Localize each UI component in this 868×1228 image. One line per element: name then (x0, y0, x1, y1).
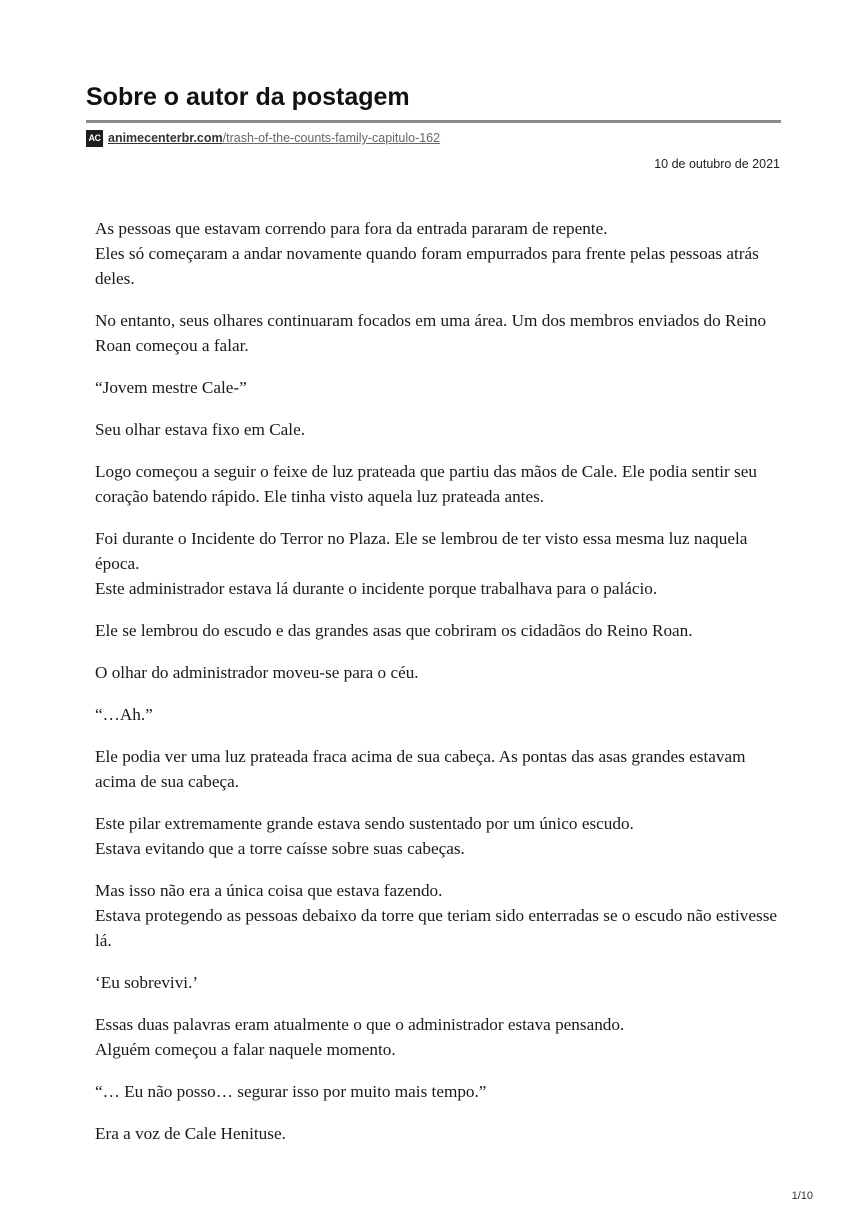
site-logo-icon: AC (86, 130, 103, 147)
paragraph-line: “…Ah.” (95, 705, 153, 724)
paragraph-line: Este administrador estava lá durante o incidente porque trabalhava para o palácio. (95, 579, 658, 598)
article-paragraph (95, 375, 785, 400)
source-domain-link[interactable]: animecenterbr.com (108, 131, 223, 145)
paragraph-line: No entanto, seus olhares continuaram focados em uma área. Um dos membros enviados do Reino Roan começou a falar. (95, 311, 767, 355)
article-paragraph (95, 1012, 785, 1062)
article-paragraph (95, 526, 785, 601)
paragraph-line: Foi durante o Incidente do Terror no Plaza. Ele se lembrou de ter visto essa mesma luz naquela época. (95, 529, 748, 573)
page-number: 1/10 (791, 1190, 813, 1202)
page-title: Sobre o autor da postagem (86, 83, 410, 111)
article-paragraph (95, 878, 785, 953)
article-paragraph (95, 308, 785, 358)
paragraph-line: Essas duas palavras eram atualmente o que o administrador estava pensando. (95, 1015, 625, 1034)
paragraph-line: O olhar do administrador moveu-se para o céu. (95, 663, 419, 682)
paragraph-line: “Jovem mestre Cale-” (95, 378, 247, 397)
paragraph-line: Alguém começou a falar naquele momento. (95, 1040, 396, 1059)
article-paragraph (95, 702, 785, 727)
paragraph-line: Logo começou a seguir o feixe de luz prateada que partiu das mãos de Cale. Ele podia sentir seu coração batendo rápido. Ele tinha visto aquela luz prateada antes. (95, 462, 757, 506)
paragraph-line: Estava evitando que a torre caísse sobre suas cabeças. (95, 839, 465, 858)
article-paragraph (95, 1079, 785, 1104)
source-path-link[interactable]: /trash-of-the-counts-family-capitulo-162 (222, 131, 441, 145)
article-paragraph (95, 618, 785, 643)
source-link[interactable] (86, 129, 440, 147)
article-paragraph (95, 417, 785, 442)
paragraph-line: Seu olhar estava fixo em Cale. (95, 420, 306, 439)
article-paragraph (95, 459, 785, 509)
article-paragraph (95, 970, 785, 995)
paragraph-line: Ele se lembrou do escudo e das grandes asas que cobriram os cidadãos do Reino Roan. (95, 621, 693, 640)
paragraph-line: “… Eu não posso… segurar isso por muito mais tempo.” (95, 1082, 487, 1101)
article-paragraph (95, 811, 785, 861)
post-date: 10 de outubro de 2021 (654, 157, 780, 171)
article-paragraph (95, 216, 785, 291)
paragraph-line: Estava protegendo as pessoas debaixo da torre que teriam sido enterradas se o escudo não estivesse lá. (95, 906, 778, 950)
paragraph-line: Eles só começaram a andar novamente quando foram empurrados para frente pelas pessoas atrás deles. (95, 244, 759, 288)
paragraph-line: Era a voz de Cale Henituse. (95, 1124, 286, 1143)
paragraph-line: Este pilar extremamente grande estava sendo sustentado por um único escudo. (95, 814, 634, 833)
paragraph-line: As pessoas que estavam correndo para fora da entrada pararam de repente. (95, 219, 608, 238)
article-paragraph (95, 1121, 785, 1146)
paragraph-line: Mas isso não era a única coisa que estava fazendo. (95, 881, 443, 900)
paragraph-line: ‘Eu sobrevivi.’ (95, 973, 199, 992)
article-paragraph (95, 744, 785, 794)
article-paragraph (95, 660, 785, 685)
title-divider (86, 120, 781, 123)
article-body (95, 216, 785, 1163)
paragraph-line: Ele podia ver uma luz prateada fraca acima de sua cabeça. As pontas das asas grandes estavam acima de sua cabeça. (95, 747, 746, 791)
